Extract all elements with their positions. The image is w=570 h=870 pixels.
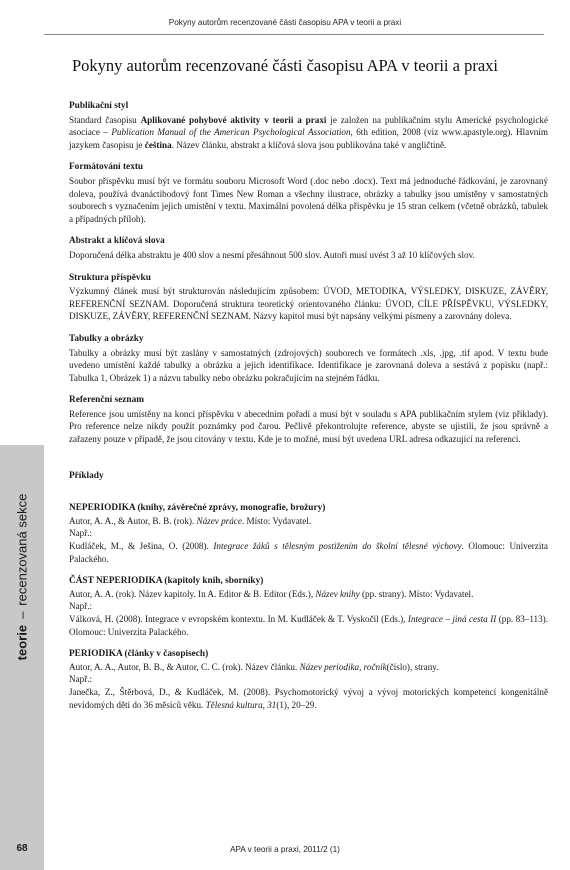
- section-label-rest: recenzovaná sekce: [14, 493, 30, 606]
- italic-run: Tělesná kultura: [205, 699, 263, 710]
- section-reference-list: [69, 394, 548, 445]
- italic-run: Integrace žáků s tělesným postižením do školní tělesné výchovy: [213, 541, 462, 552]
- section-publication-style: [69, 100, 548, 151]
- text-run: (pp. strany). Místo: Vydavatel.: [359, 588, 474, 599]
- example-reference: [69, 686, 548, 711]
- text-run: Např.:: [69, 601, 93, 612]
- section-paper-structure: [69, 272, 548, 323]
- example-format-line: [69, 661, 548, 674]
- example-format-line: [69, 588, 548, 601]
- section-heading: Formátování textu: [69, 162, 144, 173]
- section-heading: Abstrakt a klíčová slova: [69, 236, 165, 247]
- example-format-line: [69, 515, 548, 528]
- italic-run: Publication Manual of the American Psychological Association: [111, 127, 351, 138]
- section-label: [15, 494, 30, 661]
- text-run: Soubor příspěvku musí být ve formátu souboru Microsoft Word (.doc nebo .docx). Text má jednoduché řádkování, je zarovnaný doleva, používá dvanáctibodový font Times New Roman a všechny ilustrace, obrázky a tabulky jsou umístěny v samostatných souborech s vyznačením jejich umístění v textu. Maximální povolená délka příspěvku je 15 stran celkem (včetně obrázků, tabulek a případných příloh).: [69, 175, 548, 224]
- section-label-dash: –: [14, 611, 30, 619]
- text-run: Reference jsou umístěny na konci příspěvku v abecedním pořadí a musí být v souladu s APA publikačním stylem (viz příklady). Pro reference nelze nikdy použít poznámky pod čarou. Pečlivě překontrolujte reference, abyste se ujistili, že jsou správně a zařazeny pouze v případě, že jsou citovány v textu. Kde je to možné, musí být uvedena URL adresa odkazující na referenci.: [69, 408, 548, 445]
- text-run: je založen na publikačním stylu Americké psychologické asociace –: [69, 114, 548, 138]
- bold-run: Aplikované pohybové aktivity v teorii a praxi: [140, 114, 327, 125]
- text-run: Např.:: [69, 674, 93, 685]
- section-heading: Publikační styl: [69, 101, 129, 111]
- bold-run: čeština: [144, 139, 172, 150]
- italic-run: Integrace – jiná cesta II: [407, 614, 497, 624]
- text-run: . Olomouc: Univerzita Palackého.: [69, 541, 548, 564]
- section-paragraph: [69, 175, 548, 225]
- running-head: Pokyny autorům recenzované části časopisu APA v teorii a praxi: [168, 18, 402, 27]
- section-heading: Referenční seznam: [69, 395, 144, 406]
- text-run: ,: [262, 699, 268, 710]
- text-run: Autor, A. A. (rok). Název kapitoly. In A. Editor & B. Editor (Eds.),: [69, 588, 316, 599]
- text-run: (číslo), strany.: [386, 661, 439, 672]
- example-reference: [69, 613, 548, 638]
- text-run: , 6th edition, 2008 (viz www.apastyle.org). Hlavním jazykem časopisu je: [69, 127, 548, 150]
- section-text-formatting: [69, 161, 548, 225]
- text-run: . Místo: Vydavatel.: [241, 515, 312, 526]
- example-eg-label: [69, 673, 548, 686]
- text-run: (pp. 83–113). Olomouc: Univerzita Palackého.: [69, 614, 548, 637]
- italic-run: Název knihy: [315, 588, 360, 599]
- example-heading: NEPERIODIKA (knihy, závěrečné zprávy, monografie, brožury): [69, 503, 326, 514]
- section-paragraph: [69, 408, 548, 446]
- text-run: Válková, H. (2008). Integrace v evropském kontextu. In M. Kudláček & T. Vyskočil (Eds.),: [69, 614, 408, 624]
- example-group-periodical: [69, 648, 548, 711]
- example-heading: PERIODIKA (články v časopisech): [69, 649, 209, 660]
- text-run: (1), 20–29.: [276, 699, 317, 710]
- section-paragraph: [69, 285, 548, 323]
- page-number: 68: [16, 843, 28, 854]
- section-heading: Struktura příspěvku: [69, 272, 151, 283]
- section-label-bold: teorie: [14, 624, 30, 661]
- example-heading: ČÁST NEPERIODIKA (kapitoly knih, sborníky): [69, 576, 264, 587]
- text-run: Kudláček, M., & Ješina, O. (2008).: [69, 541, 214, 552]
- footer: APA v teorii a praxi, 2011/2 (1): [230, 845, 340, 854]
- example-reference: [69, 540, 548, 565]
- text-run: Standard časopisu: [69, 114, 141, 125]
- text-run: Např.:: [69, 528, 93, 539]
- main-content: [69, 100, 548, 721]
- text-run: Autor, A. A., Autor, B. B., & Autor, C. C. (rok). Název článku.: [69, 661, 300, 672]
- header-rule: [44, 34, 544, 35]
- page-title: Pokyny autorům recenzované části časopisu APA v teorii a praxi: [71, 56, 498, 75]
- section-tables-figures: [69, 333, 548, 384]
- section-paragraph: [69, 114, 548, 152]
- examples-heading: Příklady: [69, 470, 104, 481]
- text-run: Janečka, Z., Štěrbová, D., & Kudláček, M. (2008). Psychomotorický vývoj a vývoj motorických kompetencí kongenitálně nevidomých dětí do 36 měsíců věku.: [69, 686, 548, 710]
- section-paragraph: [69, 249, 548, 262]
- italic-run: Název periodika, ročník: [299, 661, 387, 672]
- italic-run: 31: [267, 699, 277, 710]
- example-eg-label: [69, 527, 548, 540]
- section-heading: Tabulky a obrázky: [69, 333, 144, 344]
- example-group-nonperiodical: [69, 502, 548, 565]
- example-eg-label: [69, 600, 548, 613]
- text-run: Tabulky a obrázky musí být zaslány v samostatných (zdrojových) souborech ve formátech .xls, .jpg, .tif apod. V textu bude uvedeno umístění každé tabulky a obrázku a jejich identifikace. Identifikace je zarovnaná doleva a sestává z popisku (např.: Tabulka 1, Obrázek 1) a názvu tabulky nebo obrázku pokračujícím na stejném řádku.: [69, 347, 548, 383]
- section-abstract-keywords: [69, 235, 548, 261]
- text-run: Autor, A. A., & Autor, B. B. (rok).: [69, 515, 197, 526]
- section-paragraph: [69, 347, 548, 385]
- text-run: Doporučená délka abstraktu je 400 slov a nesmí přesáhnout 500 slov. Autoři musí uvést 3 až 10 klíčových slov.: [69, 249, 475, 260]
- text-run: Výzkumný článek musí být strukturován následujícím způsobem: ÚVOD, METODIKA, VÝSLEDKY, DISKUZE, ZÁVĚRY, REFERENČNÍ SEZNAM. Doporučená struktura teoretický orientovaného článku: ÚVOD, CÍLE PŘÍSPĚVKU, VÝSLEDKY, DISKUZE, ZÁVĚRY, REFERENČNÍ SEZNAM. Názvy kapitol musí být napsány velkými písmeny a zarovnány doleva.: [69, 286, 548, 322]
- text-run: . Název článku, abstrakt a klíčová slova jsou publikována také v angličtině.: [171, 139, 447, 150]
- italic-run: Název práce: [196, 515, 242, 526]
- example-group-chapter: [69, 575, 548, 638]
